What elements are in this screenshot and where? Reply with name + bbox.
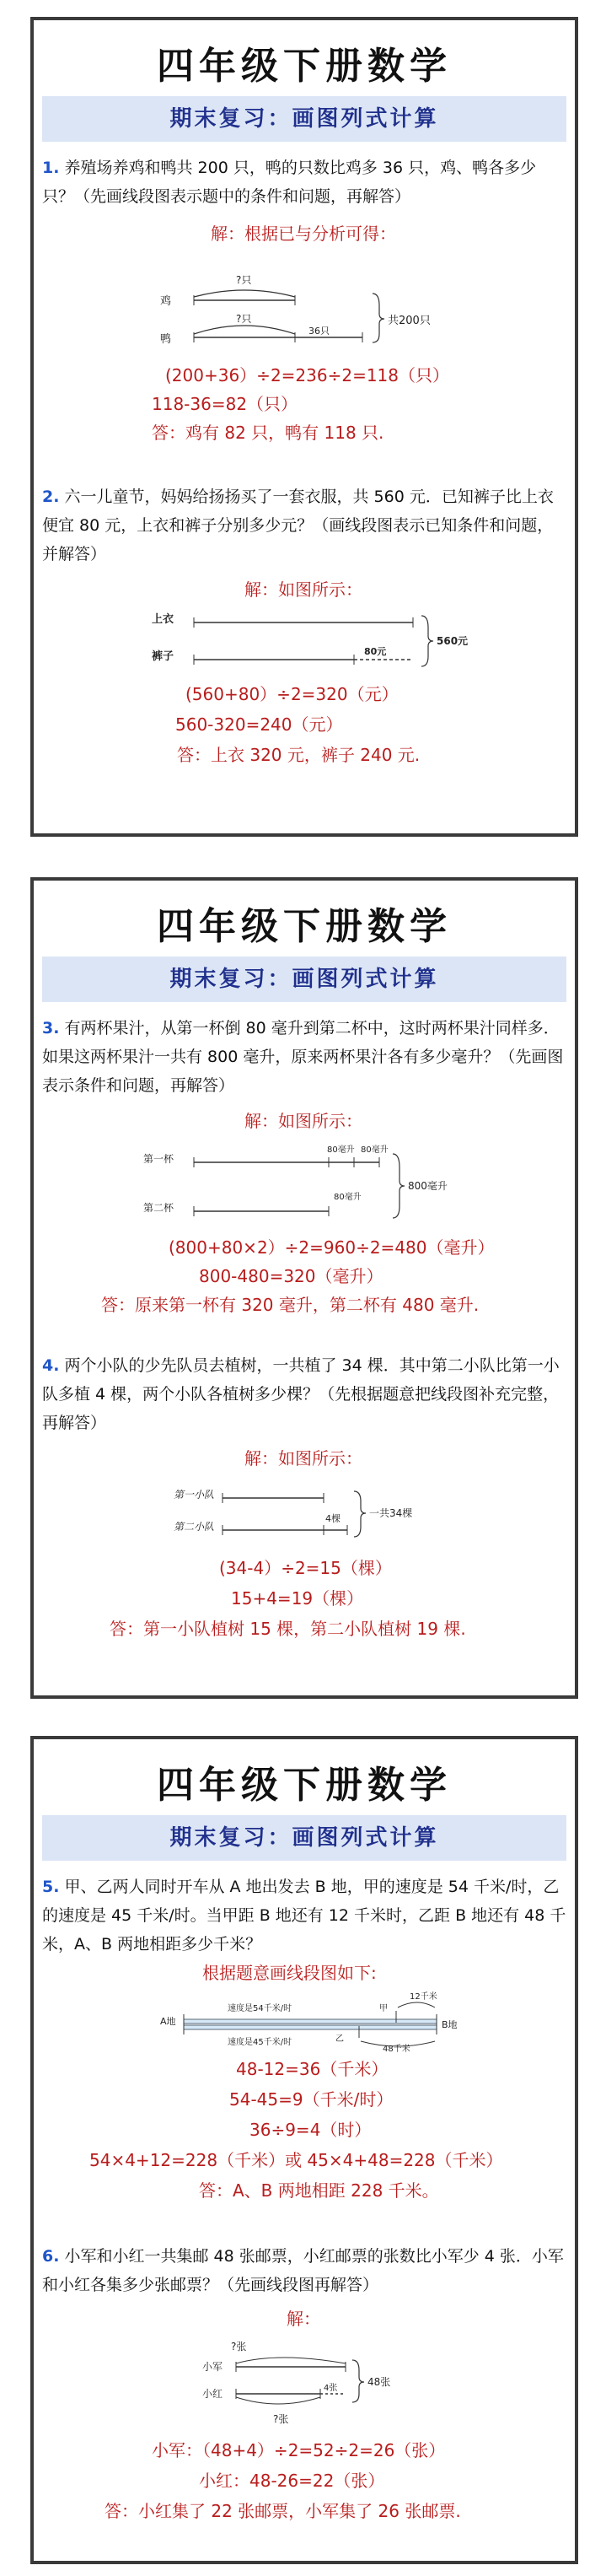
label-total: 560元: [437, 635, 469, 647]
label-chicken: 鸡: [160, 295, 172, 308]
worksheet-card-1: [30, 17, 578, 837]
solution-line: 小红：48-26=22（张）: [199, 2471, 385, 2491]
solution-line: (800+80×2）÷2=960÷2=480（毫升）: [169, 1237, 495, 1258]
solution-hint: 根据题意画线段图如下:: [202, 1963, 377, 1983]
label-cup1: 第一杯: [143, 1153, 174, 1165]
problem-3: [42, 1014, 566, 1100]
solution-hint: 解：如图所示：: [244, 579, 362, 600]
label-xiaojun: 小军: [202, 2361, 223, 2373]
solution-line: 54-45=9（千米/时）: [229, 2089, 394, 2110]
label-pants: 裤子: [152, 650, 174, 663]
page-title: 四年级下册数学: [157, 1764, 452, 1807]
section-banner: 期末复习：画图列式计算: [42, 1815, 566, 1861]
line-segment-diagram-6: [202, 2330, 438, 2431]
label-diff: 4棵: [325, 1513, 341, 1524]
problem-number: 4.: [42, 1356, 60, 1375]
line-segment-diagram-2: [143, 604, 480, 671]
label-diff: 80元: [364, 646, 387, 657]
solution-answer: 答：原来第一杯有 320 毫升，第二杯有 480 毫升.: [101, 1295, 480, 1315]
solution-line: 560-320=240（元）: [175, 714, 343, 735]
label-speed1: 速度是54千米/时: [228, 2004, 292, 2013]
worksheet-card-3: [30, 1736, 578, 2564]
solution-line: (34-4）÷2=15（棵）: [219, 1558, 392, 1578]
problem-text: 两个小队的少先队员去植树，一共植了 34 棵．其中第二小队比第一小队多植 4 棵，两个小队各植树多少棵？（先根据题意把线段图补充完整，再解答）: [42, 1356, 560, 1432]
solution-hint: 解：根据已与分析可得：: [211, 224, 396, 244]
problem-text: 小军和小红一共集邮 48 张邮票，小红邮票的张数比小军少 4 张．小军和小红各集多少张邮票？（先画线段图再解答）: [42, 2247, 564, 2294]
problem-text: 有两杯果汁，从第一杯倒 80 毫升到第二杯中，这时两杯果汁同样多．如果这两杯果汁一共有 800 毫升，原来两杯果汁各有多少毫升？（先画图表示条件和问题，再解答）: [42, 1019, 564, 1095]
problem-1: [42, 154, 566, 211]
solution-hint: 解：: [287, 2309, 320, 2329]
label-diff: 36只: [308, 326, 330, 337]
label-team2: 第二小队: [174, 1521, 215, 1533]
label-jia: 甲: [379, 2004, 388, 2013]
solution-hint: 解：如图所示：: [244, 1448, 362, 1469]
solution-answer: 答：鸡有 82 只，鸭有 118 只.: [152, 423, 384, 443]
page-title: 四年级下册数学: [157, 905, 452, 948]
label-total: 800毫升: [408, 1180, 448, 1192]
problem-4: [42, 1351, 566, 1437]
problem-2: [42, 482, 566, 569]
problem-5: [42, 1873, 566, 1959]
problem-number: 3.: [42, 1019, 60, 1037]
solution-answer: 答：上衣 320 元，裤子 240 元.: [177, 745, 421, 765]
solution-answer: 答：小红集了 22 张邮票，小军集了 26 张邮票.: [105, 2501, 461, 2521]
solution-answer: 答：A、B 两地相距 228 千米。: [199, 2180, 439, 2201]
label-a: A地: [160, 2016, 176, 2027]
label-q2: ?只: [236, 313, 252, 325]
problem-6: [42, 2242, 566, 2299]
line-segment-diagram-3: [135, 1134, 489, 1226]
section-banner: 期末复习：画图列式计算: [42, 957, 566, 1002]
label-xiaohong: 小红: [202, 2388, 223, 2400]
label-yi: 乙: [335, 2034, 344, 2044]
worksheet-card-2: [30, 877, 578, 1699]
section-banner: 期末复习：画图列式计算: [42, 96, 566, 142]
problem-number: 1.: [42, 159, 60, 177]
label-d1: 80毫升: [327, 1145, 355, 1155]
solution-line: 800-480=320（毫升）: [199, 1266, 383, 1286]
problem-number: 6.: [42, 2247, 60, 2266]
label-speed2: 速度是45千米/时: [228, 2038, 292, 2047]
line-segment-diagram-5: [160, 1986, 497, 2053]
solution-line: 小军：（48+4）÷2=52÷2=26（张）: [152, 2440, 446, 2460]
label-q1: ?只: [236, 274, 252, 286]
label-b: B地: [442, 2019, 458, 2030]
solution-line: (200+36）÷2=236÷2=118（只）: [165, 365, 450, 385]
page-title: 四年级下册数学: [157, 45, 452, 88]
label-cup2: 第二杯: [143, 1202, 174, 1214]
solution-line: 54×4+12=228（千米）或 45×4+48=228（千米）: [89, 2150, 503, 2170]
label-duck: 鸭: [160, 333, 172, 346]
problem-text: 养殖场养鸡和鸭共 200 只，鸭的只数比鸡多 36 只，鸡、鸭各多少只？（先画线段图表示题中的条件和问题，再解答）: [42, 159, 537, 206]
line-segment-diagram-4: [169, 1474, 438, 1550]
solution-line: 15+4=19（棵）: [231, 1588, 364, 1609]
problem-number: 2.: [42, 488, 60, 506]
label-total: 共200只: [388, 315, 431, 327]
solution-line: (560+80）÷2=320（元）: [185, 684, 399, 704]
problem-text: 甲、乙两人同时开车从 A 地出发去 B 地，甲的速度是 54 千米/时，乙的速度是 45 千米/时。当甲距 B 地还有 12 千米时，乙距 B 地还有 48 千米，A、B 两地相距多少千米？: [42, 1878, 566, 1954]
solution-line: 36÷9=4（时）: [249, 2120, 372, 2140]
label-diff: 4张: [324, 2384, 338, 2393]
label-48km: 48千米: [383, 2045, 410, 2053]
solution-line: 48-12=36（千米）: [236, 2059, 389, 2079]
label-12km: 12千米: [410, 1992, 437, 2002]
label-team1: 第一小队: [174, 1489, 215, 1501]
solution-answer: 答：第一小队植树 15 棵，第二小队植树 19 棵.: [110, 1619, 466, 1639]
solution-line: 118-36=82（只）: [152, 394, 298, 414]
label-total: 一共34棵: [369, 1507, 413, 1519]
label-top: 上衣: [152, 613, 174, 626]
label-q1: ?张: [231, 2341, 247, 2352]
problem-text: 六一儿童节，妈妈给扬扬买了一套衣服，共 560 元．已知裤子比上衣便宜 80 元，上衣和裤子分别多少元？（画线段图表示已知条件和问题，并解答）: [42, 488, 554, 563]
solution-hint: 解：如图所示：: [244, 1111, 362, 1131]
label-d2: 80毫升: [361, 1145, 389, 1155]
problem-number: 5.: [42, 1878, 60, 1896]
line-segment-diagram-1: [152, 250, 472, 359]
label-d3: 80毫升: [334, 1193, 362, 1202]
label-q2: ?张: [273, 2413, 289, 2425]
label-total: 48张: [367, 2376, 391, 2388]
